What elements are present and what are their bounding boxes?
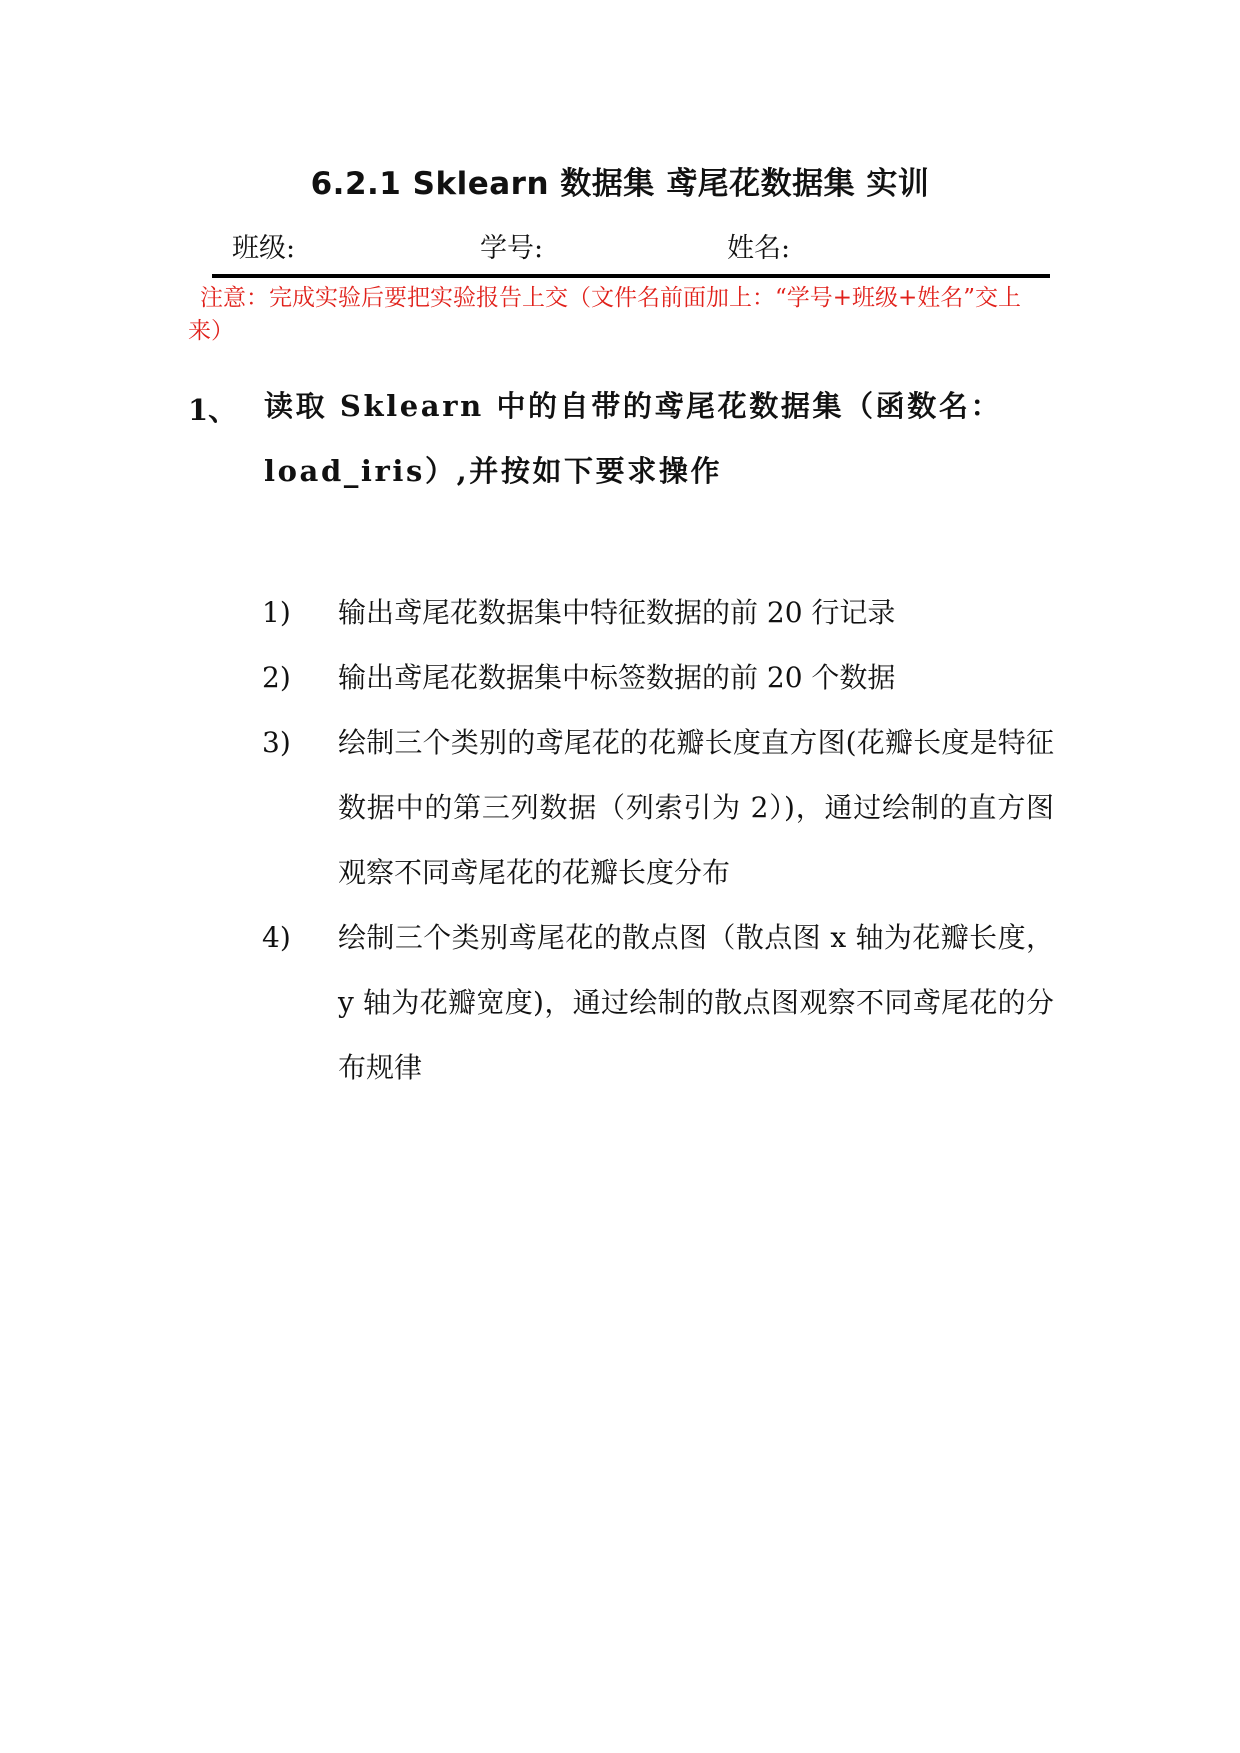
task-number: 4)	[262, 921, 291, 954]
task-number: 2)	[262, 661, 291, 694]
task-text: 绘制三个类别的鸢尾花的花瓣长度直方图(花瓣长度是特征数据中的第三列数据（列索引为 2）)，通过绘制的直方图观察不同鸢尾花的花瓣长度分布	[338, 726, 1054, 889]
header-divider	[212, 274, 1050, 278]
task-number: 1)	[262, 596, 291, 629]
class-label: 班级:	[232, 233, 296, 264]
submission-notice: 注意：完成实验后要把实验报告上交（文件名前面加上：“学号+班级+姓名”交上来）	[188, 285, 1022, 344]
task-item	[262, 580, 1062, 645]
student-name-label: 姓名:	[727, 233, 791, 264]
task-item	[262, 645, 1062, 710]
task-text: 输出鸢尾花数据集中特征数据的前 20 行记录	[338, 596, 896, 629]
task-text: 输出鸢尾花数据集中标签数据的前 20 个数据	[338, 661, 896, 694]
question-text: 读取 Sklearn 中的自带的鸢尾花数据集（函数名：load_iris）,并按如下要求操作	[264, 389, 1003, 488]
student-id-label: 学号:	[480, 233, 544, 264]
task-item	[262, 710, 1062, 905]
question-number: 1、	[188, 393, 238, 427]
task-text: 绘制三个类别鸢尾花的散点图（散点图 x 轴为花瓣长度，y 轴为花瓣宽度)，通过绘制的散点图观察不同鸢尾花的分布规律	[338, 921, 1054, 1084]
task-list	[262, 580, 1062, 1100]
page-title: 6.2.1 Sklearn 数据集 鸢尾花数据集 实训	[310, 166, 930, 202]
task-number: 3)	[262, 726, 291, 759]
task-item	[262, 905, 1062, 1100]
